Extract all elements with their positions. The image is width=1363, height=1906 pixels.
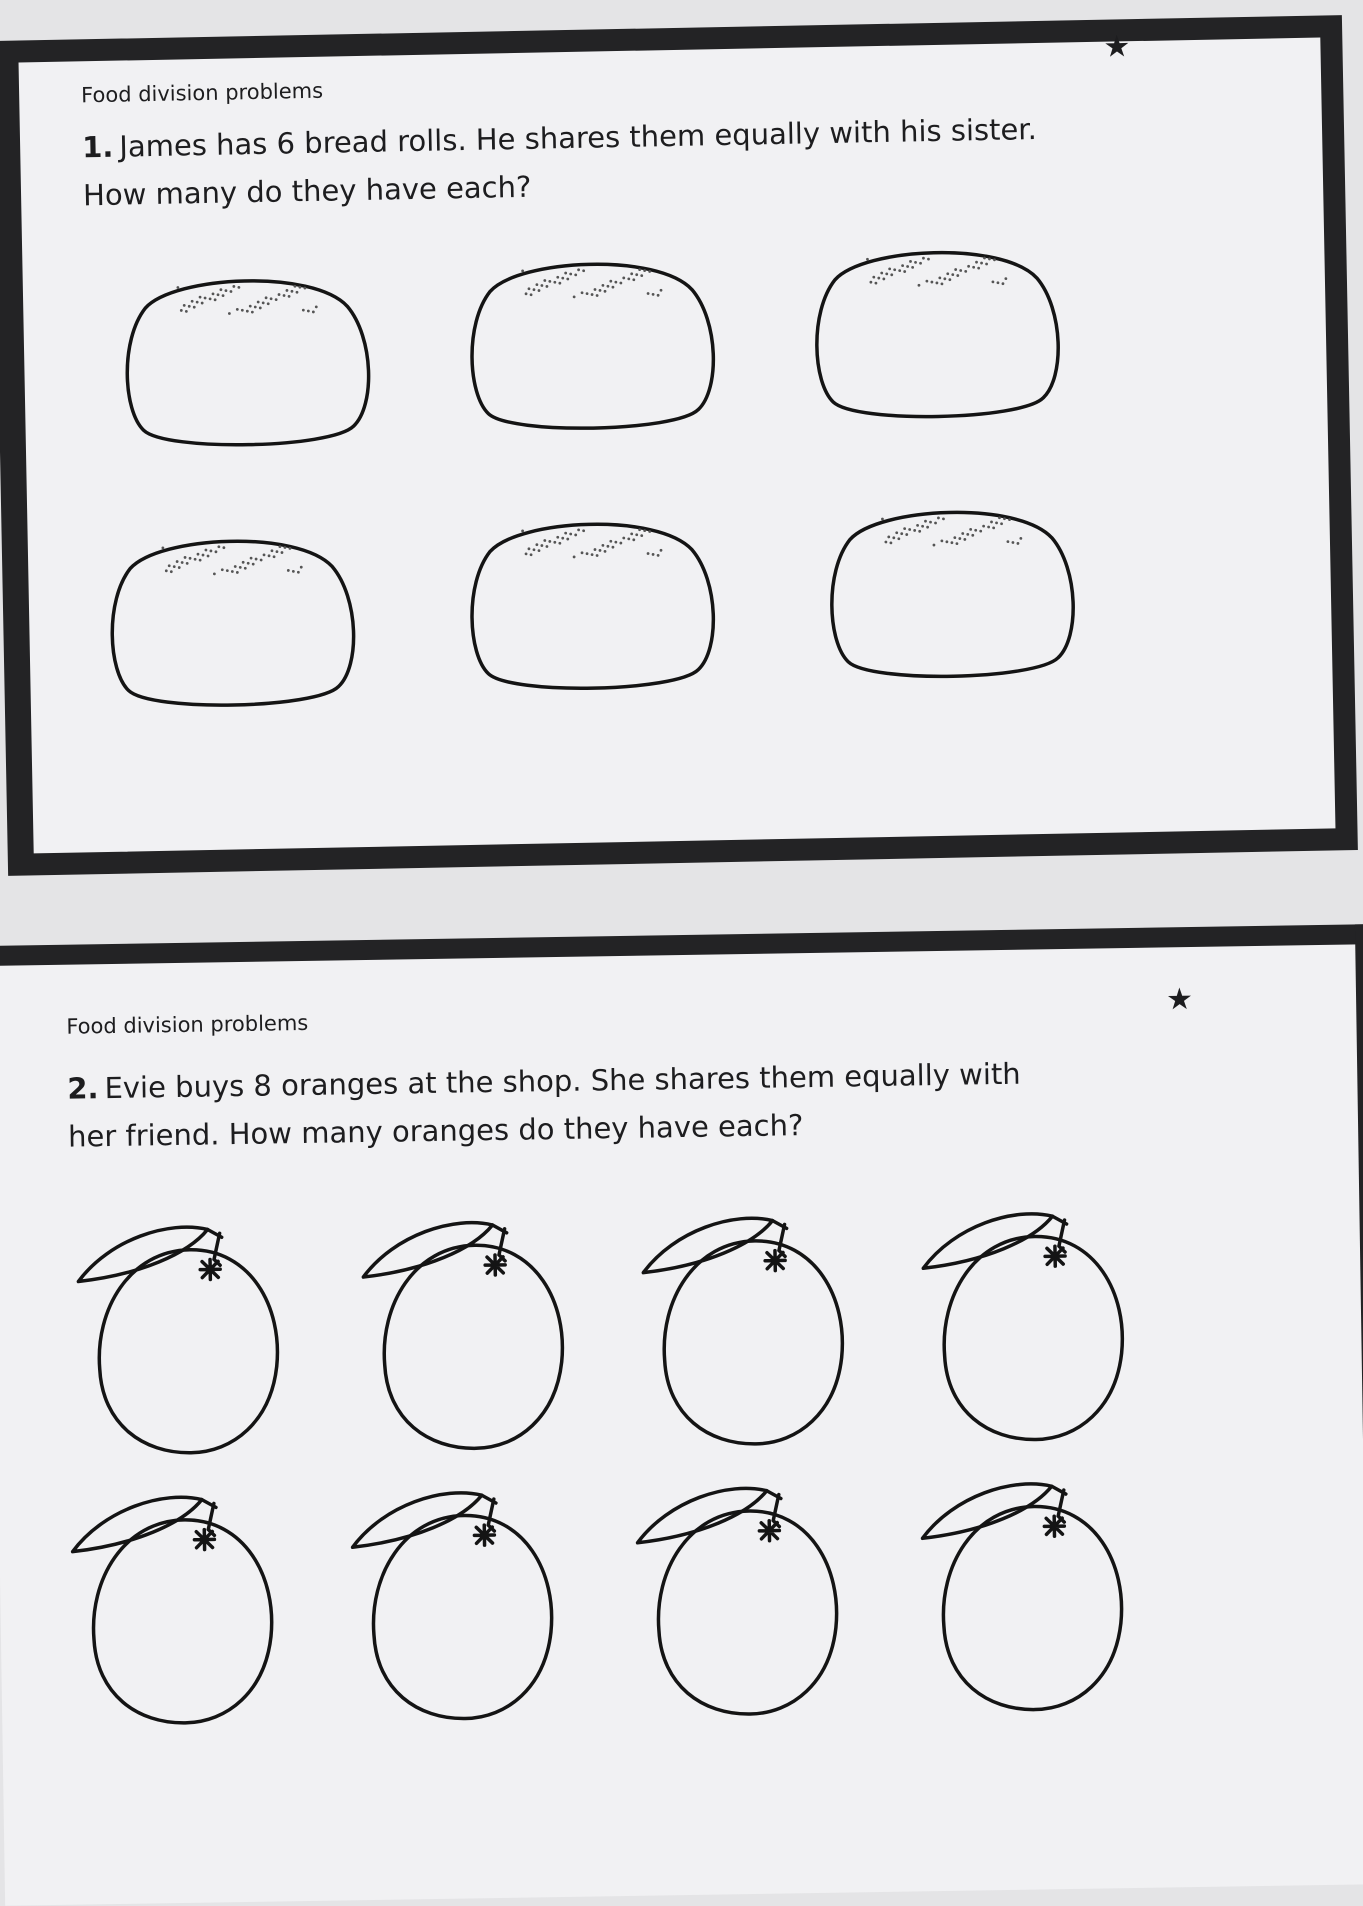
star-icon: ★ bbox=[1165, 981, 1194, 1018]
question-number: 2. bbox=[67, 1071, 99, 1106]
worksheet-2 bbox=[0, 924, 1363, 1906]
worksheet-title: Food division problems bbox=[66, 1010, 309, 1039]
orange-icon bbox=[922, 1212, 1123, 1441]
orange-icon bbox=[363, 1221, 564, 1450]
bread-roll-illustrations bbox=[19, 38, 1336, 854]
worksheet-title: Food division problems bbox=[80, 78, 324, 108]
question-text: Evie buys 8 oranges at the shop. She shares them equally with her friend. How many oranges do they have each? bbox=[67, 1056, 1021, 1154]
orange-illustrations bbox=[0, 944, 1363, 1905]
bread-roll-icon bbox=[126, 279, 370, 447]
orange-icon bbox=[637, 1487, 838, 1716]
bread-roll-icon bbox=[830, 510, 1074, 678]
question-text: James has 6 bread rolls. He shares them equally with his sister. How many do they have each? bbox=[82, 112, 1038, 213]
worksheet-1 bbox=[0, 15, 1358, 876]
orange-icon bbox=[72, 1496, 273, 1725]
bread-roll-icon bbox=[470, 262, 714, 430]
bread-roll-icon bbox=[470, 522, 714, 690]
star-icon: ★ bbox=[1103, 29, 1131, 65]
question-number: 1. bbox=[81, 129, 114, 165]
bread-roll-icon bbox=[111, 539, 355, 707]
orange-icon bbox=[352, 1491, 553, 1720]
orange-icon bbox=[78, 1226, 279, 1455]
orange-icon bbox=[642, 1217, 843, 1446]
orange-icon bbox=[922, 1483, 1123, 1712]
bread-roll-icon bbox=[815, 250, 1059, 418]
